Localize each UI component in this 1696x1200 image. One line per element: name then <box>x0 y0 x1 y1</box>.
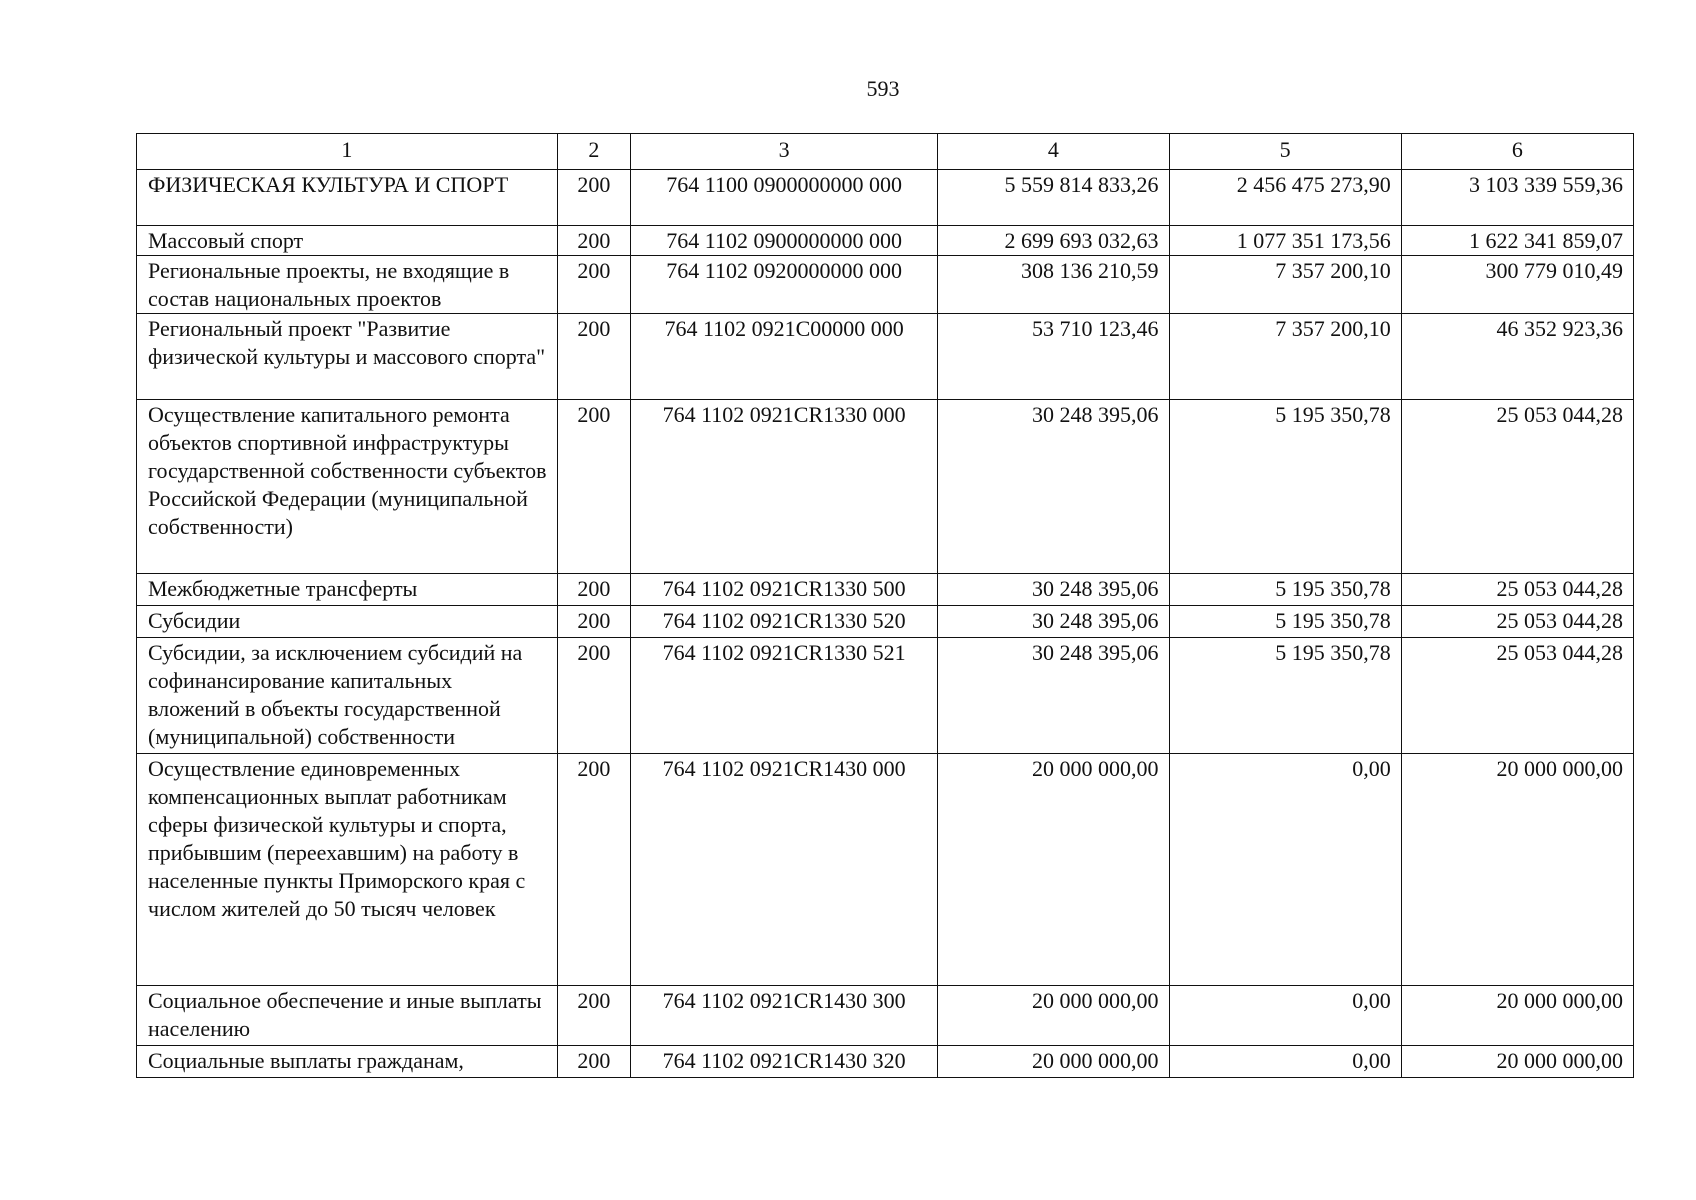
row-value-6: 25 053 044,28 <box>1401 606 1633 638</box>
row-value-5: 7 357 200,10 <box>1169 314 1401 400</box>
table-row <box>137 606 1634 638</box>
row-value-5: 5 195 350,78 <box>1169 400 1401 574</box>
row-code: 200 <box>557 256 630 314</box>
header-cell-3: 3 <box>630 134 937 170</box>
row-name: Субсидии, за исключением субсидий на софинансирование капитальных вложений в объекты государственной (муниципальной) собственности <box>137 638 558 754</box>
row-value-5: 0,00 <box>1169 986 1401 1046</box>
row-value-6: 20 000 000,00 <box>1401 754 1633 986</box>
row-kbk: 764 1102 0900000000 000 <box>630 226 937 256</box>
row-value-5: 5 195 350,78 <box>1169 638 1401 754</box>
row-code: 200 <box>557 170 630 226</box>
header-cell-1: 1 <box>137 134 558 170</box>
row-kbk: 764 1102 0921CR1330 000 <box>630 400 937 574</box>
header-cell-5: 5 <box>1169 134 1401 170</box>
row-name: Осуществление единовременных компенсационных выплат работникам сферы физической культуры и спорта, прибывшим (переехавшим) на работу в населенные пункты Приморского края с числом жителей до 50 тысяч человек <box>137 754 558 986</box>
row-value-4: 308 136 210,59 <box>938 256 1169 314</box>
row-value-5: 0,00 <box>1169 754 1401 986</box>
row-value-5: 5 195 350,78 <box>1169 606 1401 638</box>
row-name: Осуществление капитального ремонта объектов спортивной инфраструктуры государственной собственности субъектов Российской Федерации (муниципальной собственности) <box>137 400 558 574</box>
row-kbk: 764 1102 0921CR1430 320 <box>630 1046 937 1078</box>
row-value-4: 5 559 814 833,26 <box>938 170 1169 226</box>
row-name: Социальные выплаты гражданам, <box>137 1046 558 1078</box>
row-value-4: 30 248 395,06 <box>938 400 1169 574</box>
table-row <box>137 986 1634 1046</box>
row-value-5: 7 357 200,10 <box>1169 256 1401 314</box>
row-kbk: 764 1102 0921С00000 000 <box>630 314 937 400</box>
header-cell-6: 6 <box>1401 134 1633 170</box>
row-value-5: 0,00 <box>1169 1046 1401 1078</box>
row-code: 200 <box>557 1046 630 1078</box>
page-number: 593 <box>866 76 900 101</box>
row-value-6: 25 053 044,28 <box>1401 638 1633 754</box>
row-value-6: 46 352 923,36 <box>1401 314 1633 400</box>
row-code: 200 <box>557 638 630 754</box>
row-value-4: 20 000 000,00 <box>938 986 1169 1046</box>
budget-table <box>136 133 1634 1078</box>
row-name: Массовый спорт <box>137 226 558 256</box>
row-value-6: 20 000 000,00 <box>1401 1046 1633 1078</box>
row-name: Региональные проекты, не входящие в состав национальных проектов <box>137 256 558 314</box>
table-row <box>137 226 1634 256</box>
row-name: ФИЗИЧЕСКАЯ КУЛЬТУРА И СПОРТ <box>137 170 558 226</box>
row-kbk: 764 1102 0921CR1330 521 <box>630 638 937 754</box>
row-name: Социальное обеспечение и иные выплаты населению <box>137 986 558 1046</box>
row-value-4: 30 248 395,06 <box>938 638 1169 754</box>
table-row <box>137 314 1634 400</box>
table-row <box>137 638 1634 754</box>
row-kbk: 764 1102 0921CR1330 520 <box>630 606 937 638</box>
row-code: 200 <box>557 226 630 256</box>
row-code: 200 <box>557 754 630 986</box>
header-row <box>137 134 1634 170</box>
row-value-4: 20 000 000,00 <box>938 1046 1169 1078</box>
row-value-6: 3 103 339 559,36 <box>1401 170 1633 226</box>
row-value-4: 30 248 395,06 <box>938 606 1169 638</box>
row-code: 200 <box>557 574 630 606</box>
row-value-6: 300 779 010,49 <box>1401 256 1633 314</box>
row-name: Региональный проект "Развитие физической культуры и массового спорта" <box>137 314 558 400</box>
row-kbk: 764 1100 0900000000 000 <box>630 170 937 226</box>
row-name: Межбюджетные трансферты <box>137 574 558 606</box>
header-cell-2: 2 <box>557 134 630 170</box>
row-kbk: 764 1102 0921CR1430 000 <box>630 754 937 986</box>
row-value-5: 5 195 350,78 <box>1169 574 1401 606</box>
table-row <box>137 754 1634 986</box>
row-kbk: 764 1102 0920000000 000 <box>630 256 937 314</box>
row-value-6: 1 622 341 859,07 <box>1401 226 1633 256</box>
row-value-5: 2 456 475 273,90 <box>1169 170 1401 226</box>
table-row <box>137 170 1634 226</box>
row-kbk: 764 1102 0921CR1430 300 <box>630 986 937 1046</box>
table-row <box>137 1046 1634 1078</box>
row-value-4: 53 710 123,46 <box>938 314 1169 400</box>
row-name: Субсидии <box>137 606 558 638</box>
row-kbk: 764 1102 0921CR1330 500 <box>630 574 937 606</box>
header-cell-4: 4 <box>938 134 1169 170</box>
table-row <box>137 574 1634 606</box>
row-value-5: 1 077 351 173,56 <box>1169 226 1401 256</box>
table-row <box>137 256 1634 314</box>
row-value-4: 2 699 693 032,63 <box>938 226 1169 256</box>
row-value-6: 25 053 044,28 <box>1401 400 1633 574</box>
row-code: 200 <box>557 400 630 574</box>
row-value-4: 20 000 000,00 <box>938 754 1169 986</box>
row-code: 200 <box>557 986 630 1046</box>
table-row <box>137 400 1634 574</box>
row-code: 200 <box>557 606 630 638</box>
row-value-6: 20 000 000,00 <box>1401 986 1633 1046</box>
row-value-6: 25 053 044,28 <box>1401 574 1633 606</box>
row-code: 200 <box>557 314 630 400</box>
row-value-4: 30 248 395,06 <box>938 574 1169 606</box>
